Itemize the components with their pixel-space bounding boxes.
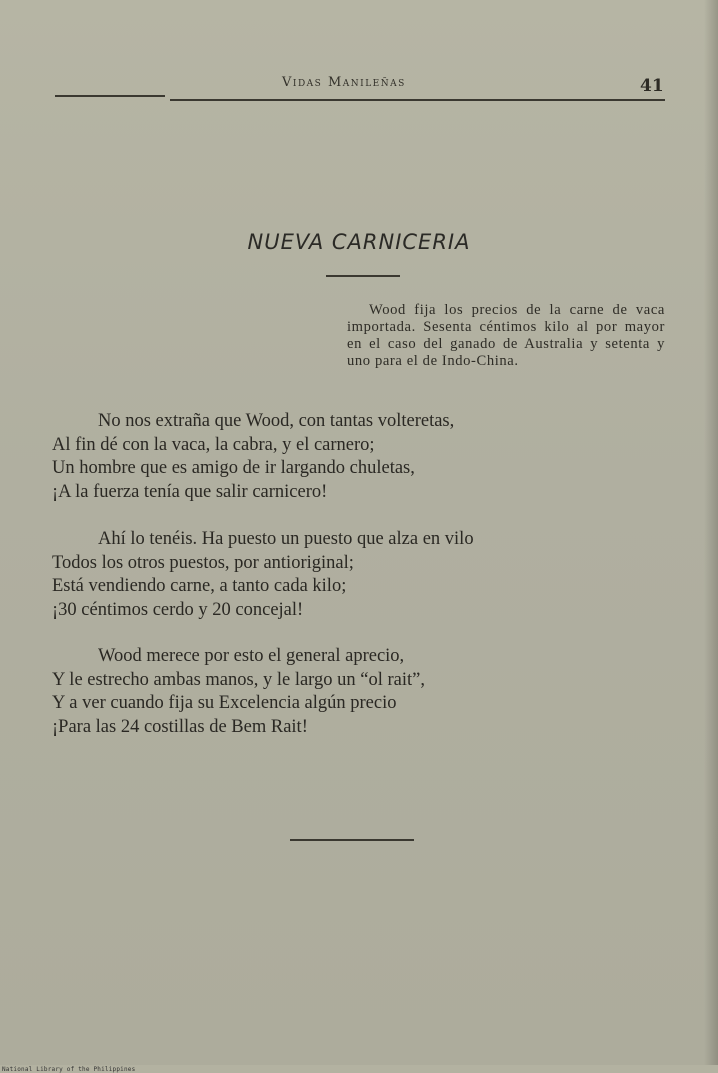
verse-line: Y le estrecho ambas manos, y le largo un “ol rait”, <box>52 669 425 690</box>
epigraph <box>347 302 665 370</box>
verse-line: No nos extraña que Wood, con tantas volteretas, <box>98 411 455 431</box>
header-rule-left <box>55 95 165 97</box>
poem-title: NUEVA CARNICERIA <box>247 230 471 254</box>
epigraph-text: Wood fija los precios de la carne de vaca importada. Sesenta céntimos kilo al por mayor en el caso del ganado de Australia y setenta y uno para el de Indo-China. <box>347 302 665 369</box>
verse-line: Un hombre que es amigo de ir largando chuletas, <box>52 458 415 478</box>
header-rule-right <box>170 99 665 101</box>
page-number: 41 <box>640 76 664 96</box>
verse-line: Wood merece por esto el general aprecio, <box>98 646 405 666</box>
verse-line: Está vendiendo carne, a tanto cada kilo; <box>52 576 347 596</box>
verse-line: Al fin dé con la vaca, la cabra, y el carnero; <box>52 434 375 455</box>
title-rule <box>326 275 400 277</box>
footer-credit: National Library of the Philippines <box>2 1066 136 1073</box>
verse-line: Y a ver cuando fija su Excelencia algún precio <box>52 693 397 713</box>
page-edge-shadow <box>704 0 718 1065</box>
verse-line: Ahí lo tenéis. Ha puesto un puesto que alza en vilo <box>98 529 474 549</box>
running-head: Vidas Manileñas <box>282 75 406 90</box>
stanza-3 <box>52 645 672 739</box>
verse-line: Todos los otros puestos, por antioriginal; <box>52 552 354 573</box>
stanza-2 <box>52 528 672 622</box>
stanza-1 <box>52 410 672 504</box>
verse-line: ¡Para las 24 costillas de Bem Rait! <box>52 716 308 737</box>
verse-line: ¡A la fuerza tenía que salir carnicero! <box>52 481 328 502</box>
verse-line: ¡30 céntimos cerdo y 20 concejal! <box>52 599 304 620</box>
end-rule <box>290 839 414 841</box>
